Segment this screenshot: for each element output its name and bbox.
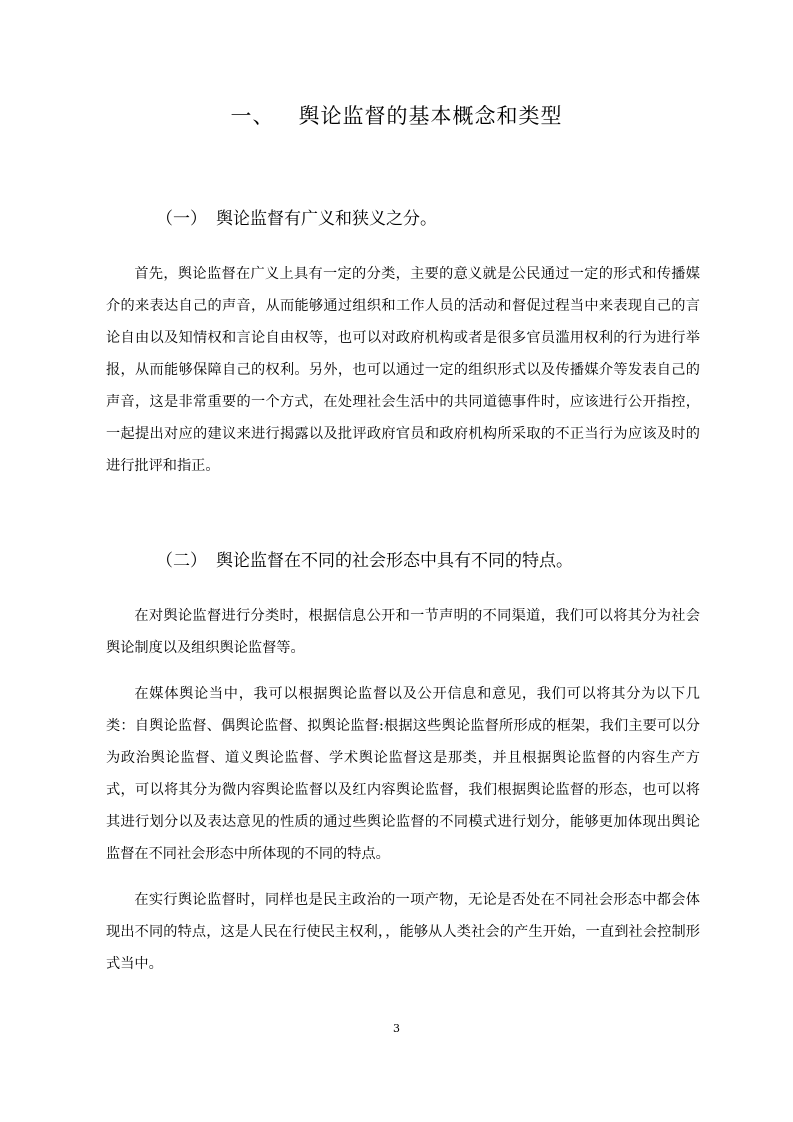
body-paragraph: 在对舆论监督进行分类时，根据信息公开和一节声明的不同渠道，我们可以将其分为社会舆论制度以及组织舆论监督等。 xyxy=(106,608,700,656)
chapter-number: 一、 xyxy=(230,104,275,128)
section-number: （二） xyxy=(156,551,207,571)
body-paragraph: 在实行舆论监督时，同样也是民主政治的一项产物，无论是否处在不同社会形态中都会体现出不同的特点，这是人民在行使民主权利，，能够从人类社会的产生开始，一直到社会控制形式当中。 xyxy=(106,892,700,972)
body-paragraph: 在媒体舆论当中，我可以根据舆论监督以及公开信息和意见，我们可以将其分为以下几类：自舆论监督、偶舆论监督、拟舆论监督:根据这些舆论监督所形成的框架，我们主要可以分为政治舆论监督、道义舆论监督、学术舆论监督这是那类，并且根据舆论监督的内容生产方式，可以将其分为微内容舆论监督以及红内容舆论监督，我们根据舆论监督的形态，也可以将其进行划分以及表达意见的性质的通过些舆论监督的不同模式进行划分，能够更加体现出舆论监督在不同社会形态中所体现的不同的特点。 xyxy=(106,686,700,862)
section-number: （一） xyxy=(156,209,207,229)
page-number: 3 xyxy=(393,1022,400,1035)
section-title-text: 舆论监督有广义和狭义之分。 xyxy=(216,209,437,229)
chapter-title xyxy=(0,100,793,130)
section-heading-1 xyxy=(156,204,437,229)
chapter-title-text: 舆论监督的基本概念和类型 xyxy=(298,104,563,128)
section-title-text: 舆论监督在不同的社会形态中具有不同的特点。 xyxy=(216,551,573,571)
section-heading-2 xyxy=(156,546,573,571)
body-paragraph: 首先，舆论监督在广义上具有一定的分类，主要的意义就是公民通过一定的形式和传播媒介的来表达自己的声音，从而能够通过组织和工作人员的活动和督促过程当中来表现自己的言论自由以及知情权和言论自由权等，也可以对政府机构或者是很多官员滥用权利的行为进行举报，从而能够保障自己的权利。另外，也可以通过一定的组织形式以及传播媒介等发表自己的声音，这是非常重要的一个方式，在处理社会生活中的共同道德事件时，应该进行公开指控，一起提出对应的建议来进行揭露以及批评政府官员和政府机构所采取的不正当行为应该及时的进行批评和指正。 xyxy=(106,266,700,474)
